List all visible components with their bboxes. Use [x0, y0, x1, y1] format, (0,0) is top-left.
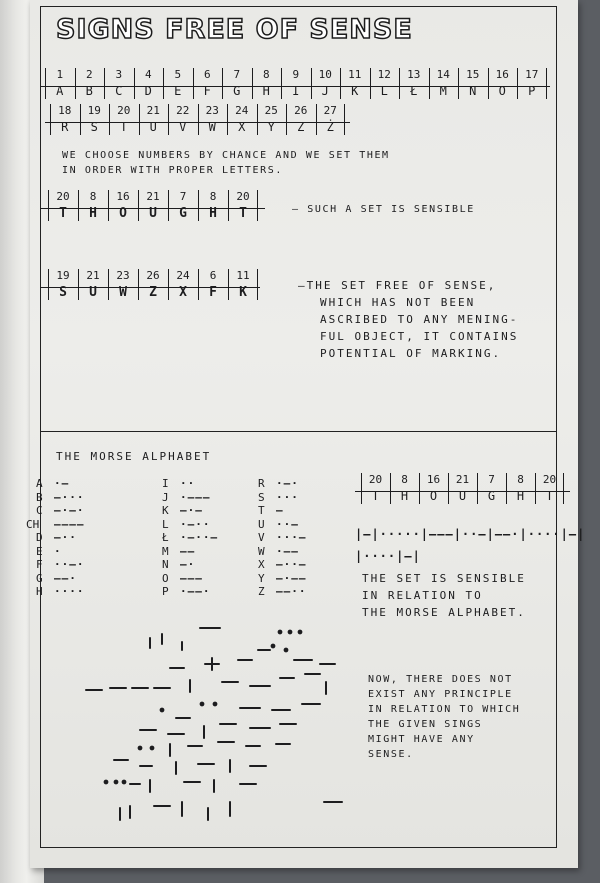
final-note-line: SENSE.: [368, 749, 414, 760]
number-letter-cell: [257, 103, 287, 137]
number-letter-cell: [50, 103, 80, 137]
number-letter-cell: [78, 268, 108, 302]
cell-number: 16: [495, 68, 509, 81]
morse-letter: S: [258, 490, 265, 504]
morse-row: [36, 491, 85, 505]
number-letter-cell: [104, 67, 134, 101]
cell-letter: D: [144, 84, 152, 98]
morse-code: ··—·: [54, 558, 85, 571]
morse-code: —··—: [276, 558, 307, 571]
morse-code: ——··: [276, 585, 307, 598]
morse-letter: P: [162, 585, 169, 598]
cell-number: 26: [294, 104, 308, 117]
morse-letter: E: [36, 544, 43, 558]
cell-letter: H: [516, 489, 525, 503]
free-note-line: —THE SET FREE OF SENSE,: [298, 279, 497, 292]
cell-number: 17: [525, 68, 539, 81]
morse-column-3: [258, 477, 307, 599]
final-note-line: THE GIVEN SINGS: [368, 719, 483, 730]
morse-letter: W: [258, 544, 265, 558]
number-letter-cell: [198, 268, 228, 302]
cell-letter: P: [528, 84, 536, 98]
cell-number: 8: [401, 473, 408, 486]
number-letter-cell: [228, 189, 258, 223]
morse-letter: CH: [26, 517, 40, 531]
morse-row: [36, 531, 85, 545]
cell-letter: Y: [267, 120, 275, 134]
morse-code: ———: [180, 571, 203, 585]
cell-letter: I: [292, 84, 300, 98]
number-letter-cell: [316, 103, 346, 137]
cell-number: 21: [146, 104, 160, 117]
number-letter-cell: [198, 103, 228, 137]
number-letter-cell: [168, 189, 198, 223]
morse-row: [162, 572, 218, 586]
morse-row: [36, 585, 85, 599]
number-letter-cell: [228, 268, 258, 302]
morse-row: [162, 518, 218, 532]
final-note: [368, 672, 520, 762]
cell-letter: K: [351, 84, 359, 98]
morse-column-1: [26, 477, 85, 599]
cell-number: 3: [115, 68, 123, 81]
morse-letter: L: [162, 517, 169, 531]
free-note: [298, 277, 518, 362]
morse-row: [26, 517, 85, 532]
cell-letter: H: [89, 206, 97, 221]
number-letter-cell: [252, 67, 282, 101]
morse-row: [258, 491, 307, 505]
cell-letter: R: [61, 120, 69, 134]
number-letter-cell: [163, 67, 193, 101]
cell-letter: N: [469, 84, 477, 98]
number-letter-cell: [448, 472, 477, 506]
morse-letter: U: [258, 517, 265, 531]
morse-row: [162, 558, 218, 572]
number-letter-cell: [138, 268, 168, 302]
morse-note-line: THE SET IS SENSIBLE: [362, 572, 526, 585]
morse-code: ·—··: [180, 517, 211, 531]
morse-letter: Y: [258, 571, 265, 585]
scattered-signs-drawing: [80, 620, 350, 830]
morse-letter: D: [36, 531, 43, 544]
morse-letter: A: [36, 477, 43, 490]
final-note-line: EXIST ANY PRINCIPLE: [368, 689, 513, 700]
number-letter-cell: [361, 472, 390, 506]
number-letter-cell: [80, 103, 110, 137]
morse-code: ····: [54, 585, 85, 598]
number-letter-cell: [109, 103, 139, 137]
cell-number: 9: [292, 68, 300, 81]
cell-letter: H: [262, 84, 270, 98]
morse-letter: R: [258, 477, 265, 490]
morse-letter: X: [258, 558, 265, 571]
cell-number: 25: [264, 104, 278, 117]
number-letter-cell: [488, 67, 518, 101]
number-letter-cell: [75, 67, 105, 101]
morse-code: ·—: [54, 477, 70, 490]
cell-letter: Z: [297, 120, 305, 134]
cell-number: 4: [144, 68, 152, 81]
number-letter-cell: [198, 189, 228, 223]
cell-letter: H: [400, 489, 409, 503]
cell-number: 10: [318, 68, 332, 81]
cell-letter: J: [321, 84, 329, 98]
cell-number: 14: [436, 68, 450, 81]
morse-row: [258, 558, 307, 572]
morse-row: [258, 545, 307, 559]
cell-letter: W: [119, 285, 127, 300]
morse-code: ·——·: [180, 585, 211, 598]
morse-letter: T: [258, 504, 265, 517]
morse-letter: B: [36, 490, 43, 504]
cell-number: 20: [368, 473, 383, 486]
number-letter-cell: [429, 67, 459, 101]
morse-code: —·——: [276, 571, 307, 585]
cell-number: 21: [455, 473, 470, 486]
morse-code: ···—: [276, 531, 307, 544]
cell-letter: E: [174, 84, 182, 98]
free-note-line: FUL OBJECT, IT CONTAINS: [320, 330, 519, 343]
morse-row: [162, 491, 218, 505]
morse-code: ·: [54, 544, 62, 558]
cell-letter: U: [89, 285, 97, 300]
number-letter-cell: [222, 67, 252, 101]
morse-code: ————: [54, 517, 85, 531]
cell-number: 26: [146, 269, 160, 282]
morse-row: [258, 585, 307, 599]
cell-letter: V: [179, 120, 187, 134]
cell-letter: F: [209, 285, 217, 300]
page-title: SIGNS FREE OF SENSE: [56, 14, 413, 45]
morse-code: —·: [180, 558, 196, 571]
morse-code: —·—·: [54, 504, 85, 517]
cell-letter: X: [238, 120, 246, 134]
number-letter-cell: [506, 472, 535, 506]
cell-number: 20: [56, 190, 70, 203]
alphabet-row-2: [50, 103, 345, 137]
morse-code: ——: [180, 544, 196, 558]
morse-letter: V: [258, 531, 265, 544]
cell-letter: G: [487, 489, 496, 503]
number-letter-cell: [370, 67, 400, 101]
cell-letter: T: [239, 206, 247, 221]
number-letter-cell: [399, 67, 429, 101]
morse-row: [258, 518, 307, 532]
cell-letter: U: [149, 120, 157, 134]
number-letter-cell: [108, 189, 138, 223]
cell-letter: B: [85, 84, 93, 98]
cell-number: 16: [426, 473, 441, 486]
morse-code: ·—·: [276, 477, 299, 490]
morse-note-line: IN RELATION TO: [362, 589, 483, 602]
cell-number: 19: [56, 269, 70, 282]
morse-letter: K: [162, 504, 169, 517]
number-letter-cell: [48, 189, 78, 223]
cell-number: 5: [174, 68, 182, 81]
number-letter-cell: [517, 67, 547, 101]
number-letter-cell: [78, 189, 108, 223]
cell-letter: K: [239, 285, 247, 300]
cell-number: 7: [488, 473, 495, 486]
number-letter-cell: [477, 472, 506, 506]
number-letter-cell: [227, 103, 257, 137]
morse-letter: J: [162, 490, 169, 504]
morse-row: [258, 572, 307, 586]
morse-code: ·—··—: [180, 531, 219, 544]
cell-letter: T: [59, 206, 67, 221]
cell-number: 13: [407, 68, 421, 81]
cell-letter: M: [439, 84, 447, 98]
cell-letter: T: [120, 120, 128, 134]
morse-row: [162, 504, 218, 518]
cell-number: 20: [542, 473, 557, 486]
cell-letter: L: [380, 84, 388, 98]
number-letter-cell: [168, 103, 198, 137]
cell-letter: U: [149, 206, 157, 221]
morse-letter: I: [162, 477, 169, 490]
cell-letter: C: [115, 84, 123, 98]
number-letter-cell: [48, 268, 78, 302]
cell-number: 6: [203, 68, 211, 81]
free-note-line: WHICH HAS NOT BEEN: [320, 296, 476, 309]
cell-number: 23: [116, 269, 130, 282]
morse-row: [258, 504, 307, 518]
cell-number: 22: [176, 104, 190, 117]
number-letter-cell: [535, 472, 564, 506]
morse-letter: H: [36, 585, 43, 598]
morse-code: ··—: [276, 517, 299, 531]
morse-code: —···: [54, 490, 85, 504]
morse-column-2: [162, 477, 218, 599]
cell-number: 24: [176, 269, 190, 282]
random-set: [48, 268, 258, 302]
number-letter-cell: [134, 67, 164, 101]
final-note-line: MIGHT HAVE ANY: [368, 734, 475, 745]
cell-number: 21: [146, 190, 160, 203]
cell-letter: G: [233, 84, 241, 98]
morse-letter: G: [36, 571, 43, 585]
morse-code: ·———: [180, 490, 211, 504]
cell-number: 8: [262, 68, 270, 81]
cell-letter: T: [371, 489, 380, 503]
cell-number: 27: [323, 104, 337, 117]
cell-number: 15: [466, 68, 480, 81]
morse-code: ··: [180, 477, 196, 490]
morse-row: [36, 558, 85, 572]
morse-encoding-line-1: |—|·····|———|··—|——·|····|—|: [355, 527, 586, 541]
number-letter-cell: [168, 268, 198, 302]
number-letter-cell: [390, 472, 419, 506]
morse-code: —: [276, 504, 284, 517]
cell-number: 16: [116, 190, 130, 203]
cell-number: 23: [205, 104, 219, 117]
cell-letter: F: [203, 84, 211, 98]
cell-number: 18: [58, 104, 72, 117]
cell-number: 2: [85, 68, 93, 81]
morse-note: [362, 570, 526, 621]
cell-letter: W: [208, 120, 216, 134]
morse-row: [36, 504, 85, 518]
free-note-line: ASCRIBED TO ANY MENING-: [320, 313, 519, 326]
morse-row: [36, 477, 85, 491]
morse-note-line: THE MORSE ALPHABET.: [362, 606, 526, 619]
cell-letter: O: [429, 489, 438, 503]
cell-letter: S: [90, 120, 98, 134]
cell-number: 11: [348, 68, 362, 81]
morse-code: —··: [54, 531, 77, 544]
cell-letter: Ż: [326, 120, 334, 134]
final-note-line: IN RELATION TO WHICH: [368, 704, 521, 715]
cell-number: 11: [236, 269, 250, 282]
morse-letter: M: [162, 544, 169, 558]
cell-letter: G: [179, 206, 187, 221]
morse-row: [162, 531, 218, 545]
free-note-line: POTENTIAL OF MARKING.: [320, 347, 502, 360]
morse-code: ·——: [276, 544, 299, 558]
intro-line: IN ORDER WITH PROPER LETTERS.: [62, 165, 283, 176]
morse-code: ···: [276, 490, 299, 504]
cell-letter: Z: [149, 285, 157, 300]
morse-code: ——·: [54, 571, 77, 585]
cell-number: 7: [233, 68, 241, 81]
number-letter-cell: [138, 189, 168, 223]
cell-number: 21: [86, 269, 100, 282]
cell-letter: X: [179, 285, 187, 300]
sensible-note: — SUCH A SET IS SENSIBLE: [292, 204, 475, 215]
number-letter-cell: [458, 67, 488, 101]
final-note-line: NOW, THERE DOES NOT: [368, 674, 513, 685]
number-letter-cell: [419, 472, 448, 506]
cell-letter: O: [498, 84, 506, 98]
number-letter-cell: [340, 67, 370, 101]
morse-code: —·—: [180, 504, 203, 517]
thought-set: [48, 189, 258, 223]
morse-letter: F: [36, 558, 43, 571]
number-letter-cell: [281, 67, 311, 101]
cell-number: 20: [117, 104, 131, 117]
cell-number: 20: [236, 190, 250, 203]
section-divider: [40, 431, 557, 432]
number-letter-cell: [108, 268, 138, 302]
morse-letter: N: [162, 558, 169, 571]
number-letter-cell: [193, 67, 223, 101]
thought-set-lower: [361, 472, 564, 506]
intro-text: [62, 148, 390, 178]
cell-number: 24: [235, 104, 249, 117]
cell-number: 6: [209, 269, 217, 282]
cell-number: 19: [87, 104, 101, 117]
cell-letter: O: [119, 206, 127, 221]
cell-letter: H: [209, 206, 217, 221]
morse-row: [258, 477, 307, 491]
cell-number: 12: [377, 68, 391, 81]
number-letter-cell: [45, 67, 75, 101]
cell-number: 1: [56, 68, 64, 81]
morse-row: [162, 585, 218, 599]
morse-heading: THE MORSE ALPHABET: [56, 450, 212, 463]
cell-number: 8: [209, 190, 217, 203]
morse-letter: Ł: [162, 531, 169, 544]
morse-row: [36, 545, 85, 559]
cell-number: 8: [89, 190, 97, 203]
cell-number: 7: [179, 190, 187, 203]
morse-row: [162, 545, 218, 559]
cell-letter: U: [458, 489, 467, 503]
morse-row: [162, 477, 218, 491]
morse-letter: Z: [258, 585, 265, 598]
morse-letter: C: [36, 504, 43, 517]
intro-line: WE CHOOSE NUMBERS BY CHANCE AND WE SET THEM: [62, 150, 390, 161]
morse-letter: O: [162, 571, 169, 585]
number-letter-cell: [139, 103, 169, 137]
cell-letter: A: [56, 84, 64, 98]
cell-number: 8: [517, 473, 524, 486]
cell-letter: T: [545, 489, 554, 503]
morse-row: [36, 572, 85, 586]
number-letter-cell: [286, 103, 316, 137]
alphabet-row-1: [45, 67, 547, 101]
cell-letter: Ł: [410, 84, 418, 98]
cell-letter: S: [59, 285, 67, 300]
number-letter-cell: [311, 67, 341, 101]
morse-encoding-line-2: |····|—|: [355, 549, 421, 563]
morse-row: [258, 531, 307, 545]
